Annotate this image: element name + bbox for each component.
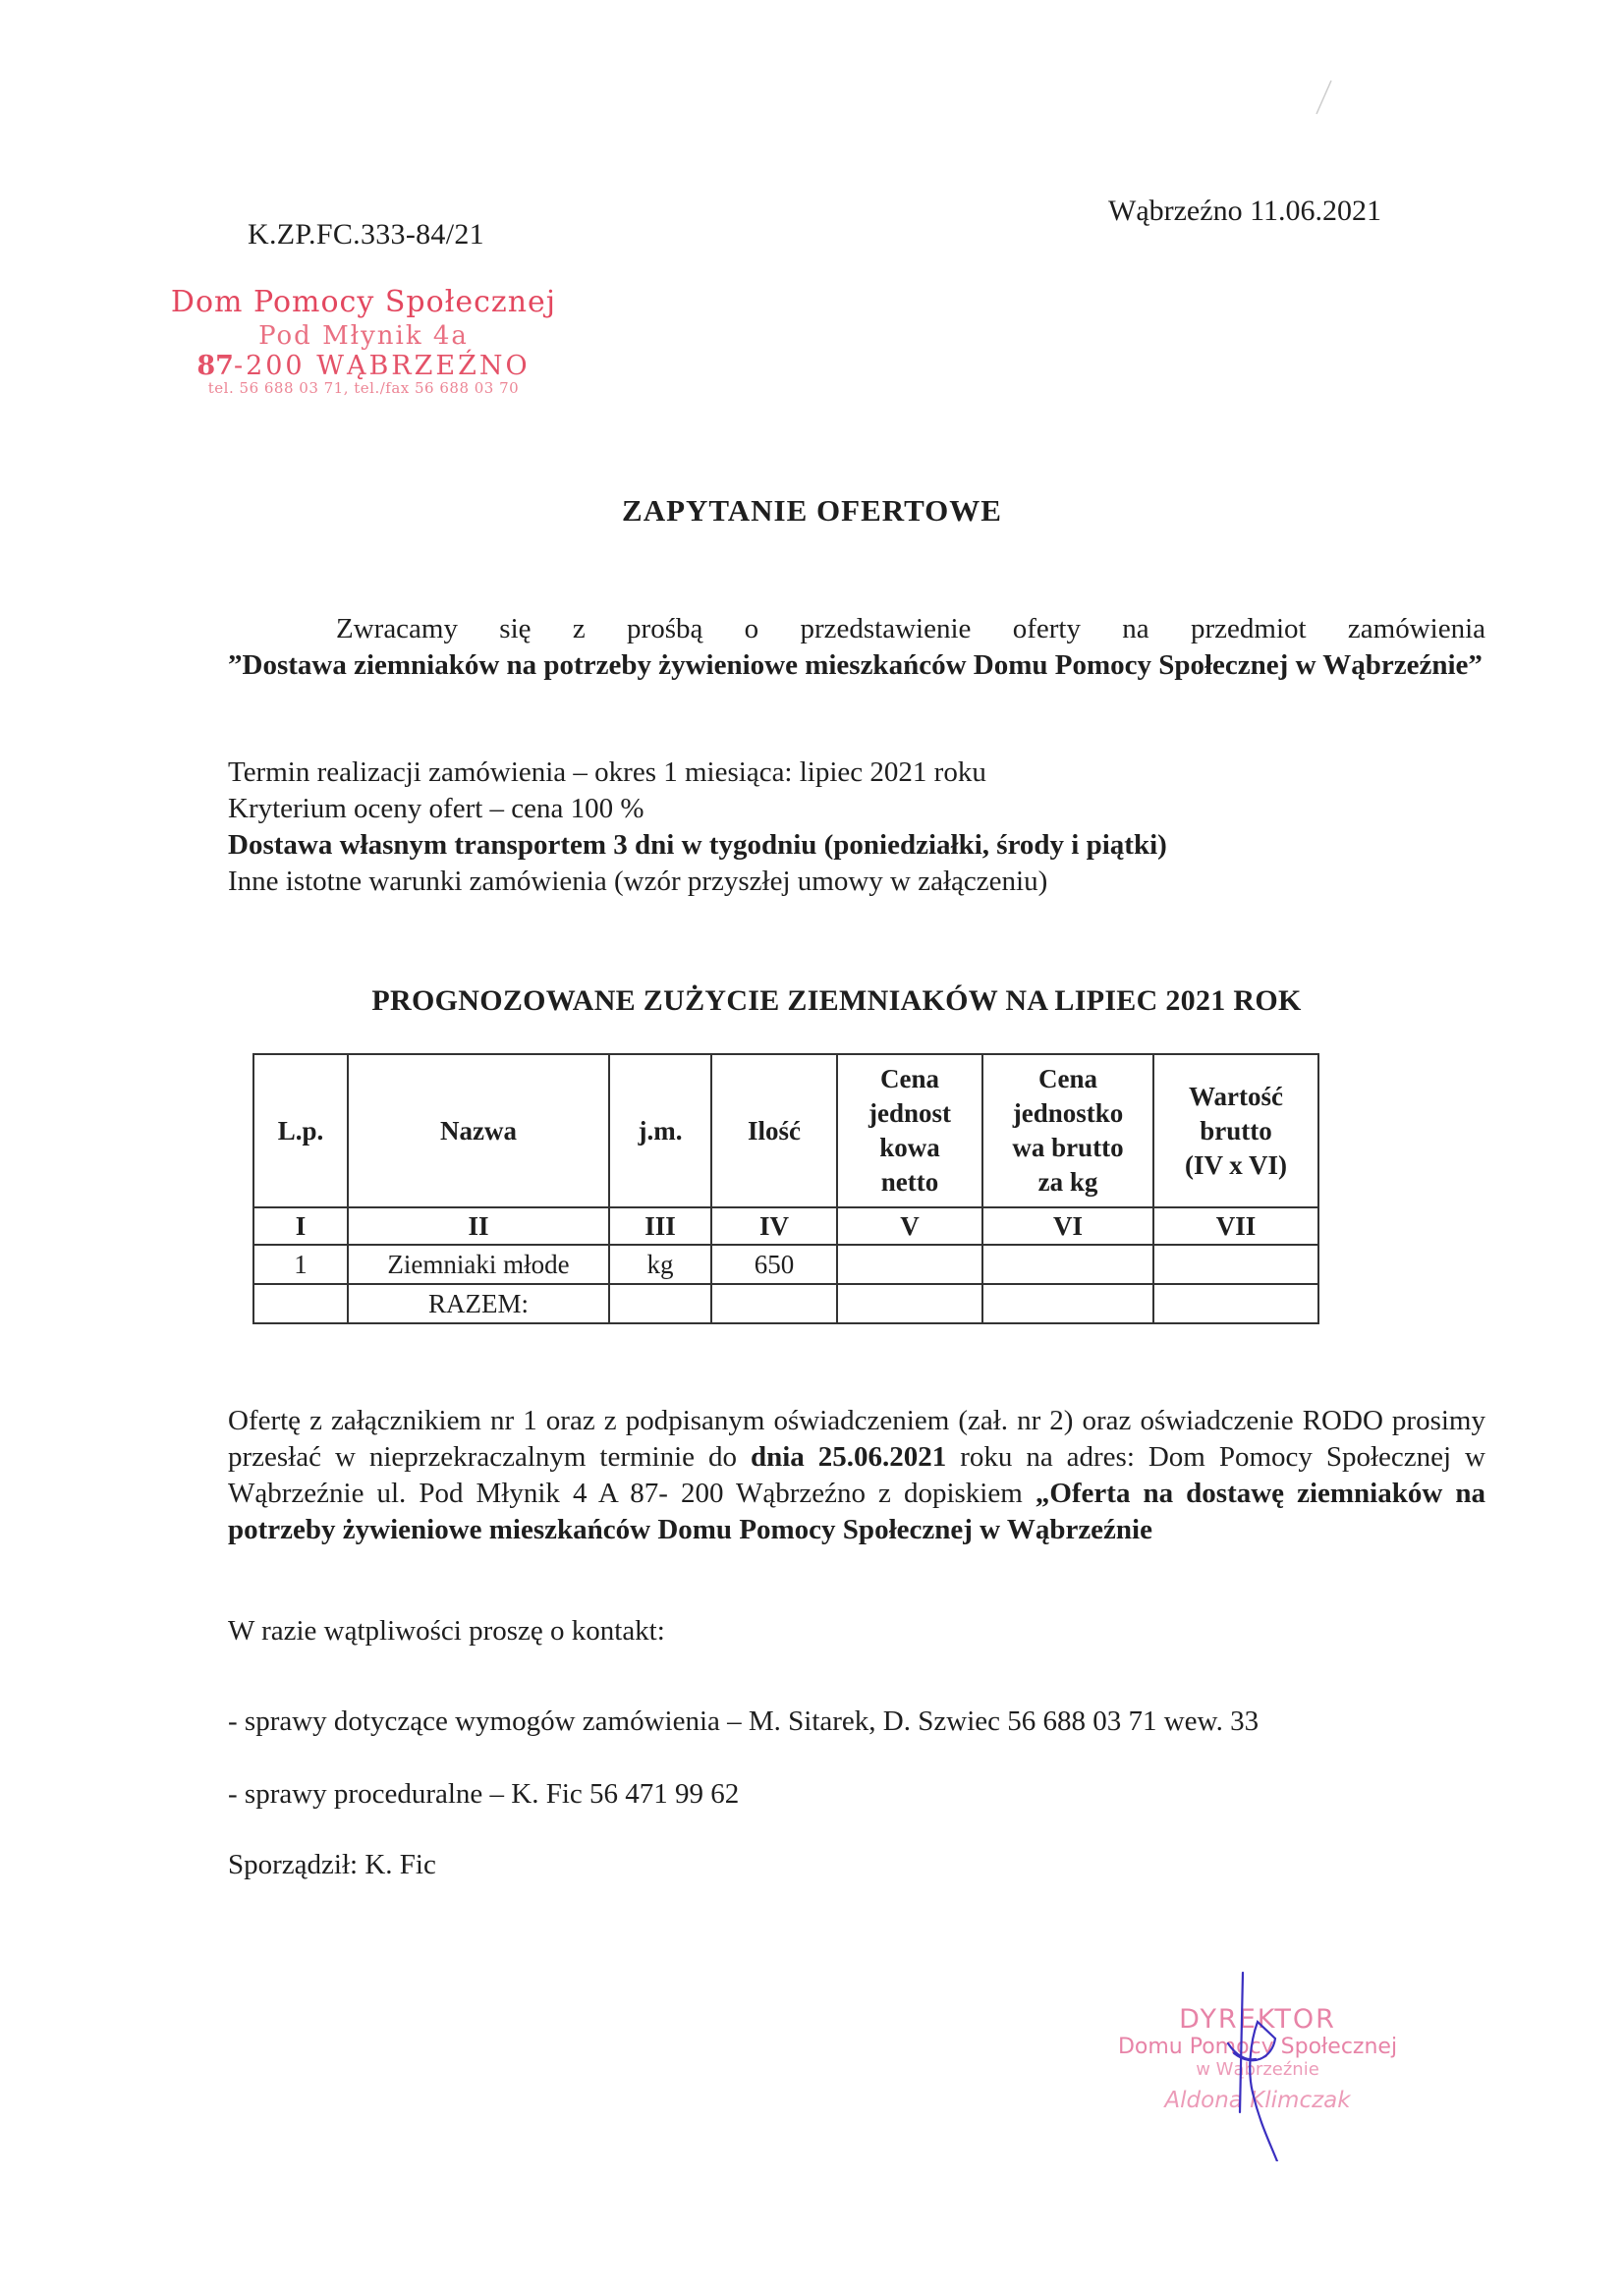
offer-deadline: dnia 25.06.2021 [750,1441,947,1473]
offer-text-2: roku na adres: Dom Pomocy Społecznej w Wąbrzeźnie ul. Pod Młynik 4 A 87- 200 Wąbrzeźno z dopiskiem [228,1441,1485,1509]
contact-intro: W razie wątpliwości proszę o kontakt: [228,1615,665,1647]
col-header-line: Wartość [1189,1081,1283,1111]
condition-delivery: Dostawa własnym transportem 3 dni w tygodniu (poniedziałki, środy i piątki) [228,829,1167,861]
col-header-gross-price [982,1054,1153,1207]
cell-unit: kg [609,1245,711,1284]
document-title: ZAPYTANIE OFERTOWE [622,493,1002,528]
total-empty-cell[interactable] [1153,1284,1318,1323]
table-heading: PROGNOZOWANE ZUŻYCIE ZIEMNIAKÓW NA LIPIEC 2021 ROK [371,984,1302,1017]
offer-annotation: „Oferta na dostawę ziemniaków na potrzeby żywieniowe mieszkańców Domu Pomocy Społecznej w Wąbrzeźnie [228,1478,1485,1545]
col-header-line: jednostko [1012,1098,1124,1128]
cell-gross-value[interactable] [1153,1245,1318,1284]
col-header-net-price [837,1054,982,1207]
offer-paragraph [228,1403,1485,1548]
total-empty-cell[interactable] [837,1284,982,1323]
col-header-quantity [711,1054,837,1207]
col-header-line: Cena [880,1064,939,1093]
roman-cell: VII [1153,1207,1318,1245]
scan-mark-icon [1307,79,1336,118]
col-header-line: brutto [1200,1115,1272,1146]
col-header-line: za kg [1037,1167,1098,1197]
stamp-line-3 [167,351,560,381]
cell-name: Ziemniaki młode [348,1245,609,1284]
condition-criterion: Kryterium oceny ofert – cena 100 % [228,793,644,824]
table-row [253,1245,1318,1284]
prepared-by: Sporządził: K. Fic [228,1849,436,1880]
stamp-line-1: Dom Pomocy Społecznej [170,285,557,319]
conditions [228,755,1485,900]
stamp-postal-rest: -200 WĄBRZEŹNO [233,351,531,381]
place-date: Wąbrzeźno 11.06.2021 [1108,195,1381,227]
condition-other: Inne istotne warunki zamówienia (wzór przyszłej umowy w załączeniu) [228,866,1048,897]
total-label: RAZEM: [348,1284,609,1323]
intro-paragraph [228,611,1485,684]
col-header-line: jednost [868,1098,951,1128]
cell-net-price[interactable] [837,1245,982,1284]
table-roman-row [253,1207,1318,1245]
director-institution: Domu Pomocy Społecznej [1117,2035,1398,2059]
intro-text: Zwracamy się z prośbą o przedstawienie oferty na przedmiot zamówienia [336,613,1485,644]
handwritten-signature-icon [1199,1965,1316,2161]
col-header-line: (IV x VI) [1184,1149,1288,1180]
col-header-line: wa brutto [1012,1133,1124,1162]
contact-procedural: - sprawy proceduralne – K. Fic 56 471 99 62 [228,1778,740,1810]
col-header-line: kowa [879,1133,940,1162]
col-header-lp [253,1054,348,1207]
offer-text-1: Ofertę z załącznikiem nr 1 oraz z podpisanym oświadczeniem (zał. nr 2) oraz oświadczenie RODO prosimy przesłać w nieprzekraczalnym terminie do [228,1405,1485,1473]
col-header-gross-value [1153,1054,1318,1207]
stamp-line-4: tel. 56 688 03 71, tel./fax 56 688 03 70 [207,379,520,397]
col-header-line: Ilość [748,1115,801,1146]
cell-lp: 1 [253,1245,348,1284]
order-subject: ”Dostawa ziemniaków na potrzeby żywieniowe mieszkańców Domu Pomocy Społecznej w Wąbrzeźnie” [228,649,1483,681]
institution-stamp [167,285,560,397]
col-header-name [348,1054,609,1207]
cell-quantity: 650 [711,1245,837,1284]
col-header-line: Nazwa [440,1115,517,1146]
roman-cell: I [253,1207,348,1245]
roman-cell: VI [982,1207,1153,1245]
roman-cell: IV [711,1207,837,1245]
total-empty-cell[interactable] [982,1284,1153,1323]
col-header-line: Cena [1038,1064,1097,1093]
table-header-row [253,1054,1318,1207]
director-title: DYREKTOR [1179,2004,1336,2035]
stamp-line-2: Pod Młynik 4a [258,321,469,351]
col-header-line: L.p. [277,1115,324,1146]
total-empty-cell [609,1284,711,1323]
contact-requirements: - sprawy dotyczące wymogów zamówienia – M. Sitarek, D. Szwiec 56 688 03 71 wew. 33 [228,1705,1260,1737]
col-header-line: netto [880,1167,939,1197]
cell-gross-price[interactable] [982,1245,1153,1284]
director-name: Aldona Klimczak [1164,2088,1351,2113]
col-header-line: j.m. [638,1115,683,1146]
total-empty-cell [711,1284,837,1323]
col-header-unit [609,1054,711,1207]
condition-term: Termin realizacji zamówienia – okres 1 miesiąca: lipiec 2021 roku [228,756,986,788]
table-total-row [253,1284,1318,1323]
roman-cell: III [609,1207,711,1245]
reference-number: K.ZP.FC.333-84/21 [248,218,484,251]
roman-cell: II [348,1207,609,1245]
total-empty-cell [253,1284,348,1323]
forecast-table [252,1053,1319,1324]
roman-cell: V [837,1207,982,1245]
stamp-postal-prefix: 87 [196,351,234,381]
director-location: w Wąbrzeźnie [1196,2059,1319,2080]
